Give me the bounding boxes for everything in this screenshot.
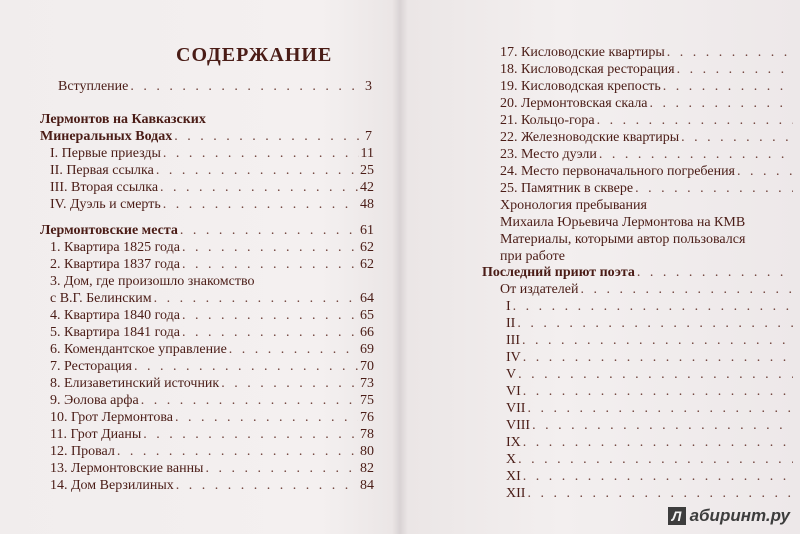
entry-label: 19. Кисловодская крепость xyxy=(500,79,661,94)
entry-page: 80 xyxy=(360,444,374,459)
toc-entry xyxy=(506,383,795,400)
entry-page: 69 xyxy=(360,342,374,357)
entry-label: 25. Памятник в сквере xyxy=(500,181,634,196)
chronology-line2: Михаила Юрьевича Лермонтова на КМВ xyxy=(500,215,746,230)
entry-label: IX xyxy=(506,435,521,450)
toc-entry xyxy=(506,400,795,417)
toc-entry xyxy=(506,451,795,468)
entry-label: 5. Квартира 1841 года xyxy=(50,325,180,340)
section-heading-1 xyxy=(40,128,372,145)
entry-label: 2. Квартира 1837 года xyxy=(50,257,180,272)
entry-label: II. Первая ссылка xyxy=(50,163,154,178)
entry-label: 13. Лермонтовские ванны xyxy=(50,461,204,476)
toc-entry xyxy=(50,341,374,358)
entry-page: 73 xyxy=(360,376,374,391)
toc-entry xyxy=(50,307,374,324)
toc-entry xyxy=(506,366,795,383)
toc-entry xyxy=(500,163,795,180)
entry-page: 62 xyxy=(360,257,374,272)
materials-line2: при работе xyxy=(500,249,565,264)
toc-entry xyxy=(50,409,374,426)
toc-entry xyxy=(50,290,374,307)
entry-label: II xyxy=(506,316,516,331)
entry-label: 12. Провал xyxy=(50,444,115,459)
entry-label: Минеральных Водах xyxy=(40,129,173,144)
toc-entry xyxy=(50,375,374,392)
entry-label: III. Вторая ссылка xyxy=(50,180,159,195)
entry-label: VI xyxy=(506,384,521,399)
entry-page: 48 xyxy=(360,197,374,212)
toc-entry xyxy=(50,324,374,341)
toc-entry-intro xyxy=(58,78,372,95)
toc-entry xyxy=(500,61,795,78)
toc-entry xyxy=(506,485,795,502)
toc-entry xyxy=(506,315,795,332)
toc-entry xyxy=(50,460,374,477)
entry-label: 11. Грот Дианы xyxy=(50,427,142,442)
entry-label: 9. Эолова арфа xyxy=(50,393,139,408)
toc-entry xyxy=(500,281,795,298)
entry-label: 22. Железноводские квартиры xyxy=(500,130,680,145)
entry-label: I. Первые приезды xyxy=(50,146,161,161)
toc-entry xyxy=(50,256,374,273)
section-heading-3 xyxy=(482,264,795,281)
entry-page: 82 xyxy=(360,461,374,476)
entry-page: 61 xyxy=(360,223,374,238)
entry-label: 20. Лермонтовская скала xyxy=(500,96,648,111)
entry-label: 10. Грот Лермонтова xyxy=(50,410,173,425)
toc-entry xyxy=(50,358,374,375)
entry-label: Последний приют поэта xyxy=(482,265,635,280)
entry-label: 8. Елизаветинский источник xyxy=(50,376,220,391)
left-page xyxy=(30,0,390,534)
entry-label: X xyxy=(506,452,517,467)
entry-page: 78 xyxy=(360,427,374,442)
toc-entry xyxy=(50,443,374,460)
entry-label: 17. Кисловодские квартиры xyxy=(500,45,665,60)
entry-label: 14. Дом Верзилиных xyxy=(50,478,174,493)
toc-entry xyxy=(506,417,795,434)
toc-entry xyxy=(50,426,374,443)
entry-page: 84 xyxy=(360,478,374,493)
toc-entry xyxy=(50,179,374,196)
entry-page: 65 xyxy=(360,308,374,323)
entry-label: 24. Место первоначального погребения xyxy=(500,164,735,179)
toc-entry xyxy=(50,477,374,494)
toc-entry xyxy=(50,392,374,409)
entry-page: 70 xyxy=(360,359,374,374)
toc-entry xyxy=(500,44,795,61)
entry-label: с В.Г. Белинским xyxy=(50,291,152,306)
entry-label: VII xyxy=(506,401,526,416)
entry-label: III xyxy=(506,333,520,348)
toc-entry xyxy=(506,298,795,315)
toc-entry xyxy=(506,349,795,366)
toc-entry xyxy=(50,145,374,162)
entry-label: IV xyxy=(506,350,521,365)
entry-page: 64 xyxy=(360,291,374,306)
materials-line1: Материалы, которыми автор пользовался xyxy=(500,232,746,247)
entry-label: Вступление xyxy=(58,79,129,94)
toc-entry xyxy=(506,468,795,485)
toc-entry xyxy=(500,112,795,129)
entry-label: 1. Квартира 1825 года xyxy=(50,240,180,255)
entry-page: 11 xyxy=(360,146,374,161)
toc-entry xyxy=(500,146,795,163)
entry-label: XII xyxy=(506,486,526,501)
entry-label: 23. Место дуэли xyxy=(500,147,597,162)
toc-entry xyxy=(50,162,374,179)
entry-page: 66 xyxy=(360,325,374,340)
entry-label: V xyxy=(506,367,517,382)
entry-label: I xyxy=(506,299,511,314)
entry-label: 18. Кисловодская ресторация xyxy=(500,62,675,77)
labirint-logo-icon: Л xyxy=(668,507,686,525)
entry-page: 25 xyxy=(360,163,374,178)
entry-page: 3 xyxy=(365,79,372,94)
entry-page: 42 xyxy=(360,180,374,195)
labirint-watermark xyxy=(668,506,790,526)
entry-label: 21. Кольцо-гора xyxy=(500,113,595,128)
toc-title: СОДЕРЖАНИЕ xyxy=(176,44,333,66)
toc-entry xyxy=(50,196,374,213)
section-heading-line1: Лермонтов на Кавказских xyxy=(40,112,206,127)
toc-entry xyxy=(500,95,795,112)
entry-label: 7. Ресторация xyxy=(50,359,132,374)
entry-label: 6. Комендантское управление xyxy=(50,342,227,357)
toc-entry xyxy=(500,78,795,95)
entry-label: IV. Дуэль и смерть xyxy=(50,197,161,212)
toc-entry xyxy=(506,434,795,451)
entry-label: От издателей xyxy=(500,282,579,297)
entry-label: XI xyxy=(506,469,521,484)
toc-entry xyxy=(506,332,795,349)
entry-page: 7 xyxy=(365,129,372,144)
entry-page: 76 xyxy=(360,410,374,425)
toc-entry xyxy=(500,180,795,197)
toc-entry-line1: 3. Дом, где произошло знакомство xyxy=(50,274,255,289)
entry-label: 4. Квартира 1840 года xyxy=(50,308,180,323)
entry-page: 75 xyxy=(360,393,374,408)
toc-entry xyxy=(500,129,795,146)
toc-entry xyxy=(50,239,374,256)
entry-page: 62 xyxy=(360,240,374,255)
chronology-line1: Хронология пребывания xyxy=(500,198,647,213)
right-page xyxy=(482,0,800,534)
entry-label: VIII xyxy=(506,418,531,433)
entry-label: Лермонтовские места xyxy=(40,223,178,238)
watermark-text: абиринт.ру xyxy=(689,506,790,525)
section-heading-2 xyxy=(40,222,374,239)
